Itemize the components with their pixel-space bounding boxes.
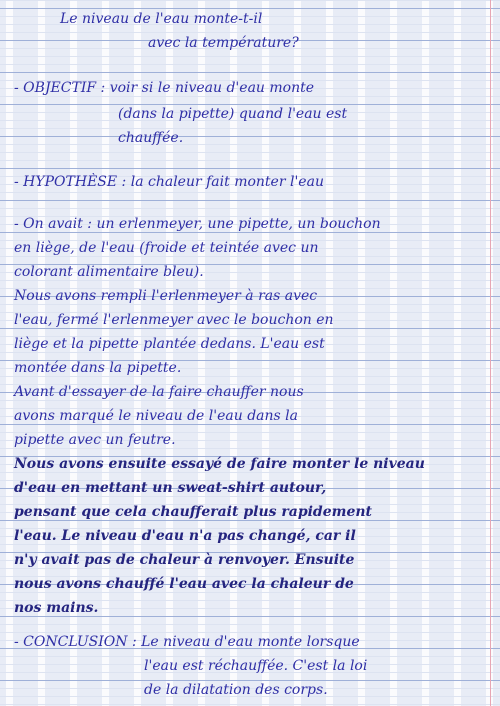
experience-line-8: Avant d'essayer de la faire chauffer nous — [14, 384, 304, 400]
conclusion-line-3: de la dilatation des corps. — [144, 682, 328, 698]
objectif-line-2: (dans la pipette) quand l'eau est — [118, 106, 348, 122]
essai-line-4: l'eau. Le niveau d'eau n'a pas changé, car il — [14, 528, 356, 544]
experience-line-6: liège et la pipette plantée dedans. L'eau est — [14, 336, 325, 352]
experience-line-1: - On avait : un erlenmeyer, une pipette, un bouchon — [14, 216, 381, 232]
objectif-line-1: - OBJECTIF : voir si le niveau d'eau monte — [14, 80, 315, 96]
experience-line-5: l'eau, fermé l'erlenmeyer avec le bouchon en — [14, 312, 334, 328]
experience-line-4: Nous avons rempli l'erlenmeyer à ras avec — [14, 288, 318, 304]
hypothese-line-1: - HYPOTHÈSE : la chaleur fait monter l'eau — [14, 174, 324, 190]
experience-line-3: colorant alimentaire bleu). — [14, 264, 204, 280]
essai-line-6: nous avons chauffé l'eau avec la chaleur de — [14, 576, 354, 592]
margin-line — [490, 0, 491, 706]
conclusion-line-2: l'eau est réchauffée. C'est la loi — [144, 658, 368, 674]
title-line-1: Le niveau de l'eau monte-t-il — [60, 11, 263, 27]
objectif-line-3: chauffée. — [118, 130, 184, 146]
essai-line-5: n'y avait pas de chaleur à renvoyer. Ensuite — [14, 552, 355, 568]
conclusion-line-1: - CONCLUSION : Le niveau d'eau monte lorsque — [14, 634, 360, 650]
essai-line-1: Nous avons ensuite essayé de faire monter le niveau — [14, 456, 425, 472]
experience-line-7: montée dans la pipette. — [14, 360, 182, 376]
experience-line-2: en liège, de l'eau (froide et teintée avec un — [14, 240, 319, 256]
title-line-2: avec la température? — [148, 35, 299, 51]
essai-line-3: pensant que cela chaufferait plus rapidement — [14, 504, 372, 520]
experience-line-10: pipette avec un feutre. — [14, 432, 176, 448]
essai-line-7: nos mains. — [14, 600, 99, 616]
essai-line-2: d'eau en mettant un sweat-shirt autour, — [14, 480, 327, 496]
experience-line-9: avons marqué le niveau de l'eau dans la — [14, 408, 298, 424]
